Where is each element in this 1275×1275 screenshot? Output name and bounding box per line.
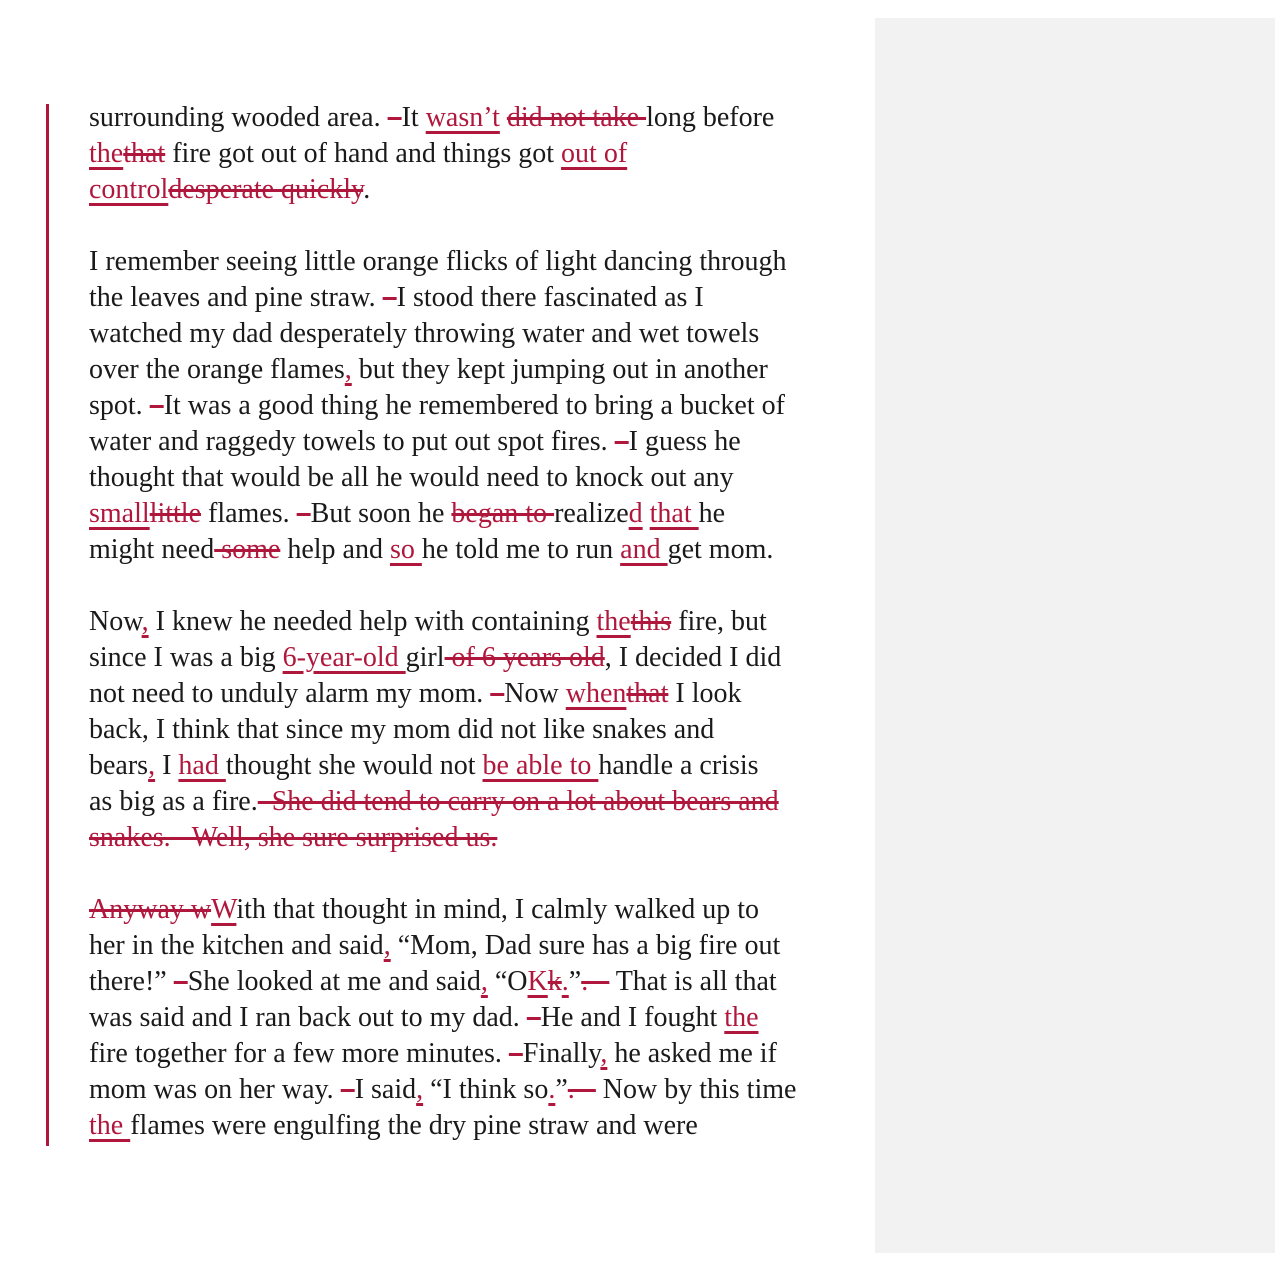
- text-run: help and: [280, 534, 390, 565]
- text-run: Finally: [522, 1038, 601, 1069]
- text-run: ith that thought in mind, I calmly walked up to: [236, 894, 759, 925]
- deleted-text: [174, 966, 188, 997]
- text-run: flames were engulfing the dry pine straw and were: [130, 1110, 698, 1141]
- text-run: spot.: [89, 390, 150, 421]
- text-line: [89, 1108, 889, 1144]
- text-line: [89, 388, 889, 424]
- text-line: [89, 676, 889, 712]
- inserted-text: ,: [344, 354, 352, 385]
- text-run: Now by this time: [595, 1074, 797, 1105]
- text-line: [89, 1036, 889, 1072]
- text-run: not need to unduly alarm my mom.: [89, 678, 491, 709]
- deleted-text: [388, 102, 402, 133]
- text-run: It was a good thing he remembered to bring a bucket of: [163, 390, 785, 421]
- text-line: [89, 280, 889, 316]
- text-run: ”: [568, 966, 582, 997]
- text-run: [643, 498, 650, 529]
- text-line: [89, 496, 889, 532]
- text-run: was said and I ran back out to my dad.: [89, 1002, 527, 1033]
- text-line: [89, 712, 889, 748]
- text-run: the leaves and pine straw.: [89, 282, 383, 313]
- inserted-text: ,: [141, 606, 149, 637]
- text-run: mom was on her way.: [89, 1074, 341, 1105]
- deleted-text: Anyway w: [89, 894, 212, 925]
- inserted-text: the: [89, 1110, 131, 1141]
- inserted-text: .: [548, 1074, 556, 1105]
- text-line: [89, 316, 889, 352]
- inserted-text: ,: [148, 750, 156, 781]
- text-line: [89, 892, 889, 928]
- deleted-text: . –: [567, 1074, 596, 1105]
- text-line: [89, 532, 889, 568]
- text-run: back, I think that since my mom did not like snakes and: [89, 714, 715, 745]
- text-run: water and raggedy towels to put out spot fires.: [89, 426, 615, 457]
- text-run: flames.: [201, 498, 297, 529]
- inserted-text: K: [527, 966, 548, 997]
- deleted-text: [150, 390, 164, 421]
- text-run: her in the kitchen and said: [89, 930, 384, 961]
- text-run: She looked at me and said: [187, 966, 481, 997]
- text-run: he told me to run: [421, 534, 621, 565]
- text-run: I said: [354, 1074, 417, 1105]
- text-line: [89, 748, 889, 784]
- text-run: He and I fought: [540, 1002, 725, 1033]
- inserted-text: the: [596, 606, 631, 637]
- deleted-text: desperate quickly: [168, 174, 364, 205]
- inserted-text: and: [620, 534, 668, 565]
- text-line: [89, 964, 889, 1000]
- inserted-text: ,: [600, 1038, 608, 1069]
- text-run: But soon he: [310, 498, 452, 529]
- deleted-text: [383, 282, 397, 313]
- text-run: long before: [646, 102, 775, 133]
- text-run: thought she would not: [225, 750, 483, 781]
- inserted-text: small: [89, 498, 150, 529]
- text-run: handle a crisis: [598, 750, 759, 781]
- text-run: I: [155, 750, 179, 781]
- text-run: fire, but: [671, 606, 767, 637]
- deleted-text: k: [547, 966, 562, 997]
- paragraph: [89, 604, 889, 856]
- text-run: That is all that: [609, 966, 777, 997]
- deleted-text: this: [630, 606, 672, 637]
- text-run: since I was a big: [89, 642, 283, 673]
- side-panel: [875, 18, 1275, 1253]
- text-line: [89, 928, 889, 964]
- inserted-text: ,: [383, 930, 391, 961]
- deleted-text: some: [214, 534, 281, 565]
- text-run: ”: [555, 1074, 568, 1105]
- text-run: fire got out of hand and things got: [165, 138, 562, 169]
- text-run: as big as a fire.: [89, 786, 258, 817]
- deleted-text: of 6 years old: [444, 642, 605, 673]
- text-run: he asked me if: [607, 1038, 777, 1069]
- text-line: [89, 820, 889, 856]
- text-line: [89, 172, 889, 208]
- text-run: over the orange flames: [89, 354, 345, 385]
- text-line: [89, 424, 889, 460]
- deleted-text: [615, 426, 629, 457]
- document-text: [89, 100, 889, 1180]
- inserted-text: be able to: [482, 750, 599, 781]
- text-run: “Mom, Dad sure has a big fire out: [390, 930, 781, 961]
- deleted-text: began to: [451, 498, 555, 529]
- deleted-text: . –: [581, 966, 610, 997]
- deleted-text: [297, 498, 311, 529]
- deleted-text: She did tend to carry on a lot about bears and: [257, 786, 779, 817]
- text-line: [89, 1072, 889, 1108]
- text-run: fire together for a few more minutes.: [89, 1038, 509, 1069]
- text-run: but they kept jumping out in another: [351, 354, 768, 385]
- text-line: [89, 100, 889, 136]
- inserted-text: ,: [416, 1074, 424, 1105]
- text-line: [89, 244, 889, 280]
- text-run: “O: [487, 966, 528, 997]
- text-run: I remember seeing little orange flicks of light dancing through: [89, 246, 787, 277]
- deleted-text: snakes. Well, she sure surprised us.: [89, 822, 498, 853]
- text-run: bears: [89, 750, 149, 781]
- text-run: he: [698, 498, 726, 529]
- text-run: It: [401, 102, 426, 133]
- text-run: realize: [554, 498, 629, 529]
- inserted-text: the: [89, 138, 124, 169]
- text-line: [89, 352, 889, 388]
- text-run: might need: [89, 534, 215, 565]
- paragraph: [89, 100, 889, 208]
- text-run: get mom.: [667, 534, 774, 565]
- inserted-text: out of: [561, 138, 628, 169]
- text-run: thought that would be all he would need to knock out any: [89, 462, 734, 493]
- text-run: I knew he needed help with containing: [148, 606, 597, 637]
- deleted-text: that: [123, 138, 166, 169]
- revision-change-bar: [46, 104, 49, 1146]
- text-run: “I think so: [423, 1074, 549, 1105]
- inserted-text: so: [389, 534, 422, 565]
- inserted-text: ,: [480, 966, 488, 997]
- text-run: Now: [89, 606, 142, 637]
- text-run: [500, 102, 507, 133]
- deleted-text: [341, 1074, 355, 1105]
- text-run: Now: [504, 678, 566, 709]
- paragraph: [89, 892, 889, 1144]
- inserted-text: control: [89, 174, 169, 205]
- text-run: I look: [668, 678, 742, 709]
- text-line: [89, 784, 889, 820]
- inserted-text: d: [628, 498, 643, 529]
- inserted-text: the: [724, 1002, 759, 1033]
- inserted-text: W: [211, 894, 237, 925]
- deleted-text: little: [149, 498, 201, 529]
- inserted-text: when: [565, 678, 627, 709]
- text-run: .: [363, 174, 371, 205]
- deleted-text: [509, 1038, 523, 1069]
- text-run: I stood there fascinated as I: [396, 282, 704, 313]
- deleted-text: did not take: [506, 102, 647, 133]
- inserted-text: .: [561, 966, 569, 997]
- text-run: I guess he: [628, 426, 741, 457]
- text-line: [89, 460, 889, 496]
- paragraph: [89, 244, 889, 568]
- text-run: there!”: [89, 966, 174, 997]
- text-line: [89, 604, 889, 640]
- text-run: , I decided I did: [604, 642, 782, 673]
- text-line: [89, 1000, 889, 1036]
- text-line: [89, 136, 889, 172]
- deleted-text: that: [626, 678, 669, 709]
- inserted-text: had: [178, 750, 226, 781]
- deleted-text: [527, 1002, 541, 1033]
- text-run: watched my dad desperately throwing water and wet towels: [89, 318, 760, 349]
- inserted-text: wasn’t: [425, 102, 500, 133]
- text-run: surrounding wooded area.: [89, 102, 388, 133]
- deleted-text: [490, 678, 504, 709]
- text-line: [89, 640, 889, 676]
- text-run: girl: [405, 642, 445, 673]
- inserted-text: 6-year-old: [282, 642, 406, 673]
- inserted-text: that: [649, 498, 699, 529]
